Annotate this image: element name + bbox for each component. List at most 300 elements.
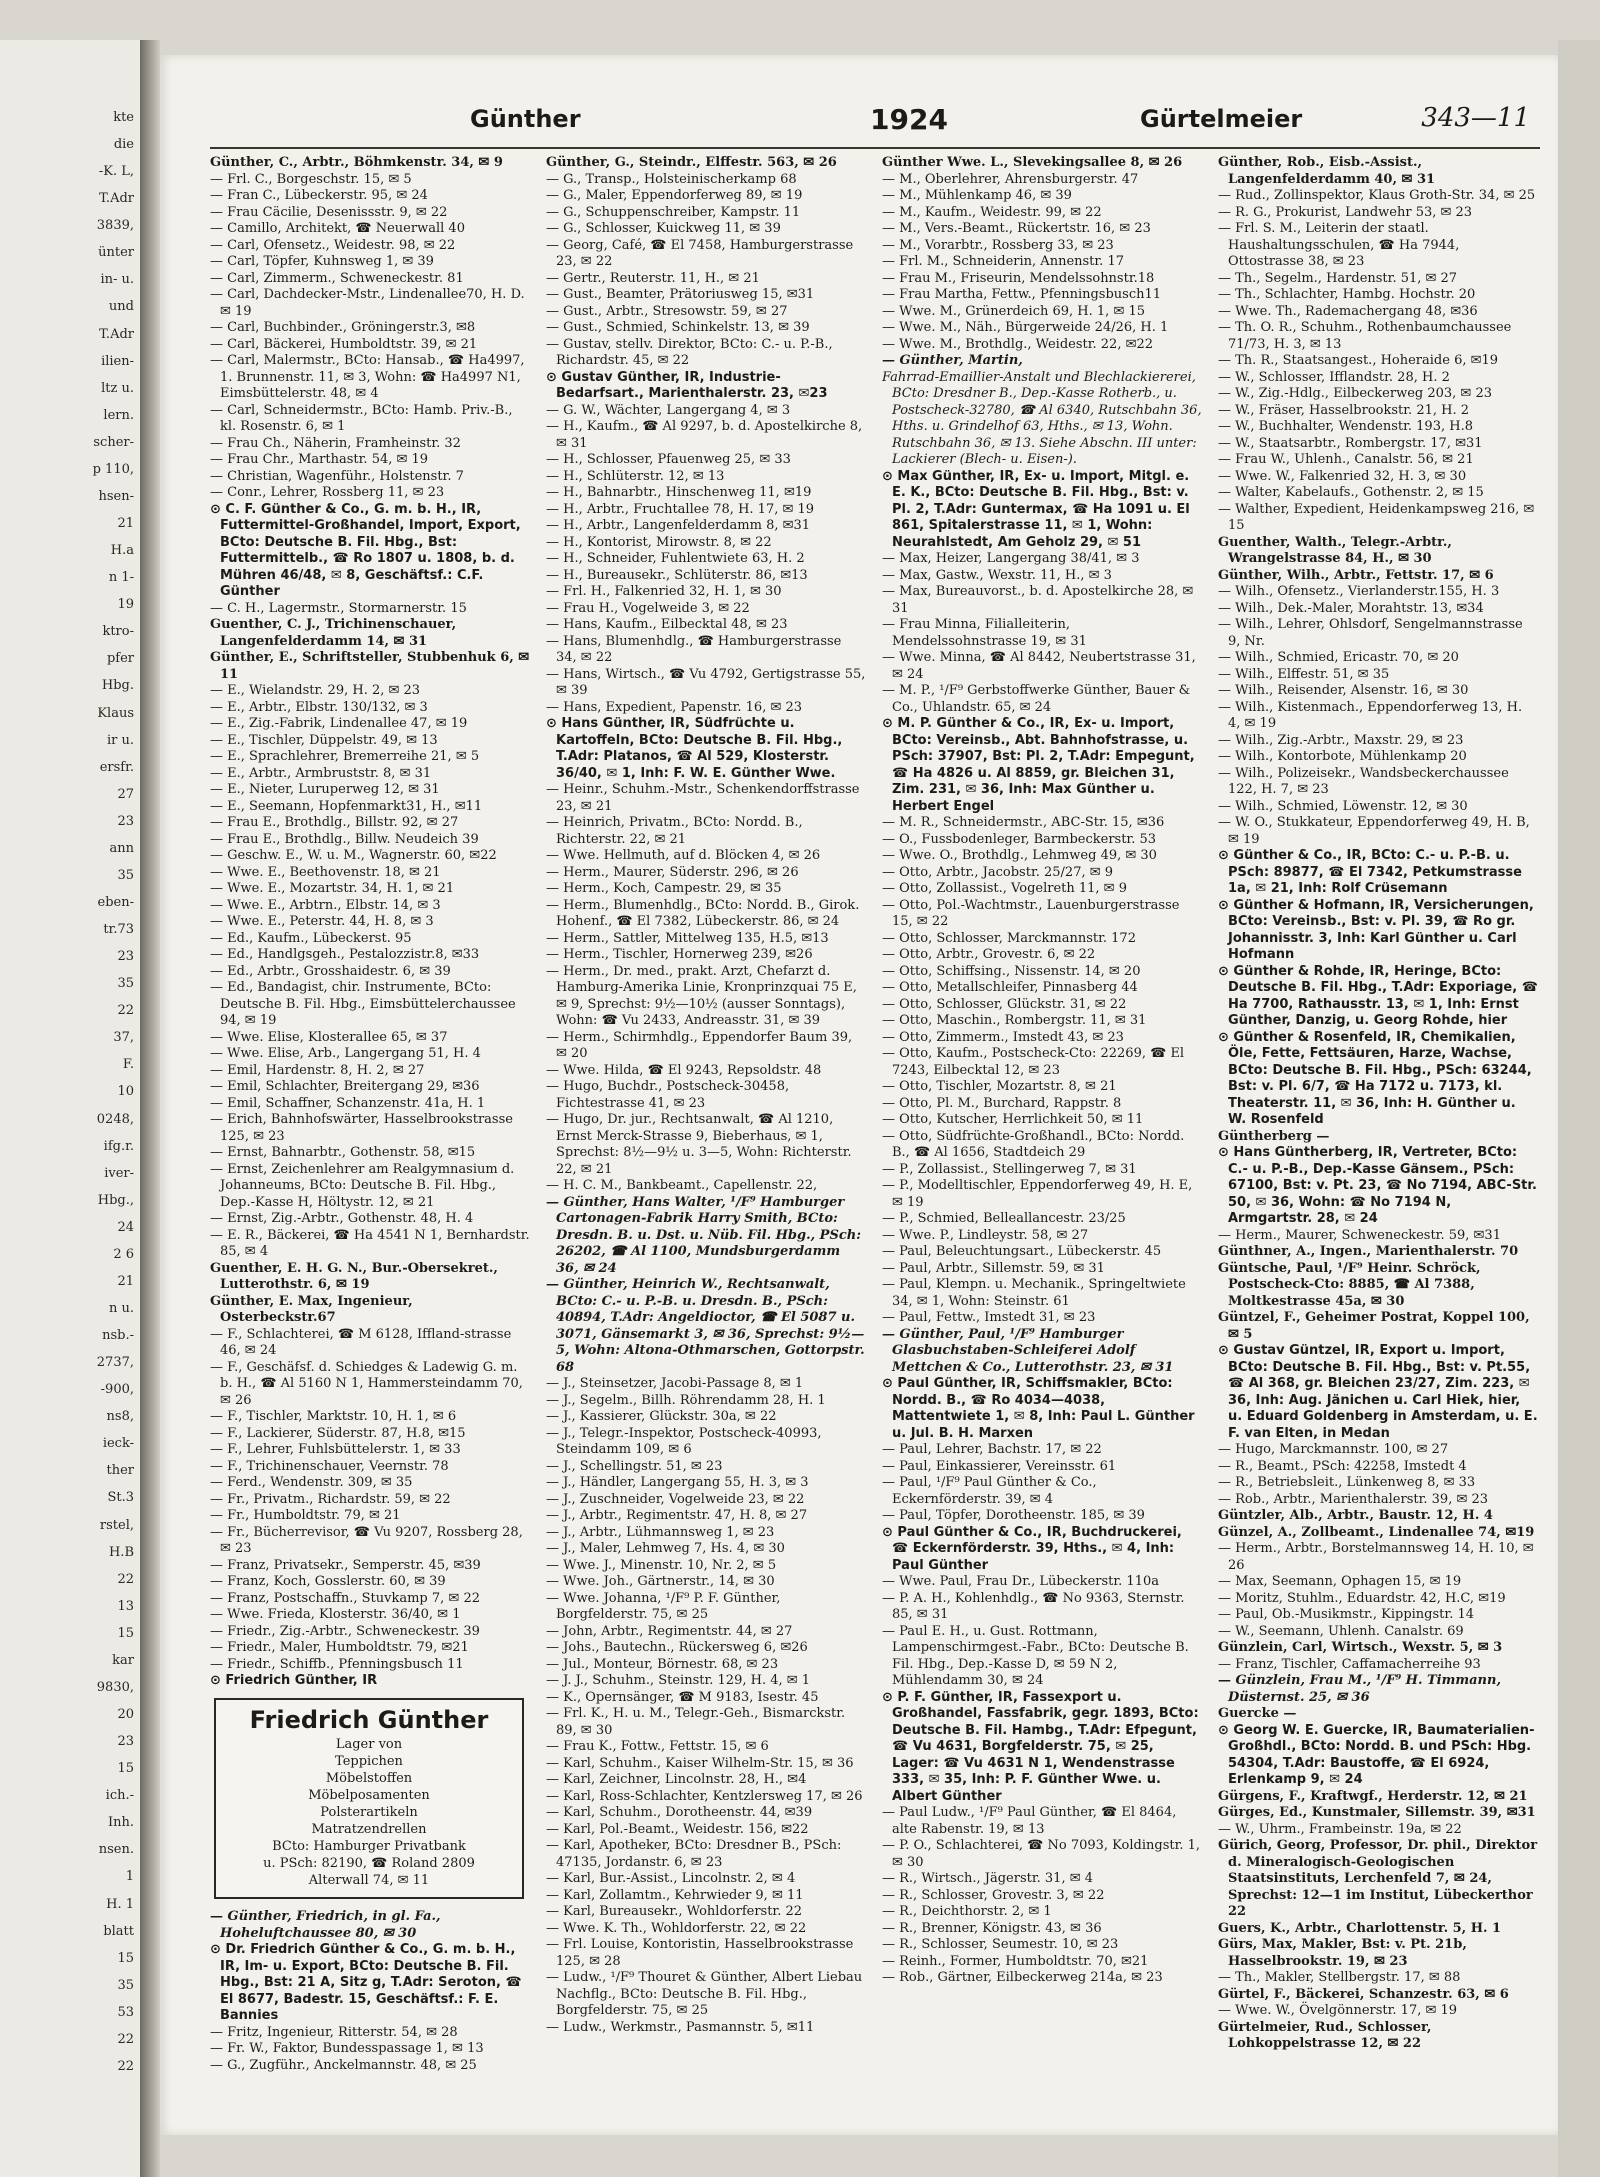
directory-entry: — Otto, Pl. M., Burchard, Rappstr. 8 [882,1095,1122,1111]
strip-fragment: 15 [117,1950,134,1966]
directory-entry: — Ludw., Werkmstr., Pasmannstr. 5, ✉11 [546,2019,815,2035]
directory-entry: — Wwe. E., Mozartstr. 34, H. 1, ✉ 21 [210,881,455,896]
strip-fragment: 23 [117,1734,134,1750]
directory-entry: — Gust., Schmied, Schinkelstr. 13, ✉ 39 [546,320,810,335]
directory-entry: — Karl, Ross-Schlachter, Kentzlersweg 17, ✉ 26 [546,1788,863,1804]
directory-entry: — Carl, Zimmerm., Schweneckestr. 81 [210,270,464,286]
directory-entry: Güntsche, Paul, ¹/F⁹ Heinr. Schröck, Postscheck-Cto: 8885, ☎ Al 7388, Moltkestrasse 45a, ✉ 30 [1218,1260,1481,1309]
directory-entry: — Herm., Maurer, Schweneckestr. 59, ✉31 [1218,1227,1501,1243]
firm-listing: ⊙ Hans Güntherberg, IR, Vertreter, BCto: C.- u. P.-B., Dep.-Kasse Gänsem., PSch: 67100, Bst: v. Pt. 23, ☎ No 7194, ABC-Str. 50, ✉ 36, Wohn: ☎ No 7194 N, Armgartstr. 28, ✉ 24 [1218,1145,1537,1226]
directory-entry: — Wwe. Elise, Klosterallee 65, ✉ 37 [210,1029,448,1045]
directory-entry: — Frau E., Brothdlg., Billw. Neudeich 39 [210,831,479,847]
right-margin [1558,40,1600,2177]
directory-entry: — Karl, Zollamtm., Kehrwieder 9, ✉ 11 [546,1887,804,1903]
firm-listing: ⊙ Günther & Rosenfeld, IR, Chemikalien, Öle, Fette, Fettsäuren, Harze, Wachse, BCto: Deutsche B. Fil. Hbg., PSch: 63244, Bst: v. Pl. 6/7, ☎ Ha 7172 u. 7173, kl. Theaterstr. 11, ✉ 36, Inh: H. Günther u. W. Rosenfeld [1218,1029,1532,1127]
directory-entry: — Th. O. R., Schuhm., Rothenbaumchaussee 71/73, H. 3, ✉ 13 [1218,320,1512,352]
directory-entry: — R., Beamt., PSch: 42258, Imstedt 4 [1218,1458,1467,1474]
strip-fragment: 20 [117,1707,134,1723]
ad-line: BCto: Hamburger Privatbank [272,1839,466,1854]
directory-entry: Günther, C., Arbtr., Böhmkenstr. 34, ✉ 9 [210,155,503,170]
ad-line: Polsterartikeln [320,1805,418,1820]
directory-entry: — W., Fräser, Hasselbrookstr. 21, H. 2 [1218,402,1469,418]
firm-listing: ⊙ Günther & Co., IR, BCto: C.- u. P.-B. u. PSch: 89877, ☎ El 7342, Petkumstrasse 1a, ✉ 21, Inh: Rolf Crüsemann [1218,848,1522,896]
directory-entry: Gürtelmeier, Rud., Schlosser, Lohkoppelstrasse 12, ✉ 22 [1218,2019,1432,2051]
directory-entry: — E., Wielandstr. 29, H. 2, ✉ 23 [210,683,421,698]
directory-entry: — F., Lehrer, Fuhlsbüttelerstr. 1, ✉ 33 [210,1442,461,1457]
directory-entry: — R. G., Prokurist, Landwehr 53, ✉ 23 [1218,204,1473,220]
column-1 [210,155,530,2115]
directory-entry: Günther, G., Steindr., Elffestr. 563, ✉ 26 [546,155,837,170]
directory-entry: — Wwe. E., Peterstr. 44, H. 8, ✉ 3 [210,914,434,929]
directory-entry: — P., Modelltischler, Eppendorferweg 49, H. E, ✉ 19 [882,1178,1193,1210]
strip-fragment: St.3 [107,1490,134,1506]
directory-entry: — Frau Cäcilie, Desenissstr. 9, ✉ 22 [210,204,448,220]
directory-entry: — Erich, Bahnhofswärter, Hasselbrookstrasse 125, ✉ 23 [210,1112,513,1144]
strip-fragment: 2737, [96,1355,134,1371]
directory-entry: — Karl, Schuhm., Dorotheenstr. 44, ✉39 [546,1805,813,1820]
directory-entry: — Günther, Friedrich, in gl. Fa., Hoheluftchaussee 80, ✉ 30 [210,1909,441,1941]
directory-entry: Fahrrad-Emaillier-Anstalt und Blechlackiererei, BCto: Dresdner B., Dep.-Kasse Rotherb., u. Postscheck-32780, ☎ Al 6340, Rutschbahn 36, Hths. u. Grindelhof 63, Hths., ✉ 13, Wohn. Rutschbahn 36, ✉ 13. Siehe Abschn. III unter: Lackierer (Blech- u. Eisen-). [882,369,1202,467]
strip-fragment: iver- [104,1165,134,1181]
directory-entry: — Herm., Dr. med., prakt. Arzt, Chefarzt d. Hamburg-Amerika Linie, Kronprinzquai 75 E, ✉ 9, Sprechst: 9½—10½ (ausser Sonntags), Wohn: ☎ Vu 2433, Andreasstr. 31, ✉ 39 [546,963,857,1028]
directory-entry: — E., Sprachlehrer, Bremerreihe 21, ✉ 5 [210,749,480,764]
firm-listing: ⊙ Dr. Friedrich Günther & Co., G. m. b. H., IR, Im- u. Export, BCto: Deutsche B. Fil. Hbg., Bst: 21 A, Sitz g, T.Adr: Seroton, ☎ El 8677, Badestr. 15, Geschäftsf.: F. E. Bannies [210,1942,522,2023]
previous-page-strip [0,40,141,2177]
strip-fragment: 23 [117,949,134,965]
directory-entry: — M. R., Schneidermstr., ABC-Str. 15, ✉36 [882,815,1165,830]
directory-entry: Guenther, E. H. G. N., Bur.-Obersekret., Lutterothstr. 6, ✉ 19 [210,1260,498,1292]
directory-entry: — Frau Chr., Marthastr. 54, ✉ 19 [210,452,429,467]
ad-line: Lager von [335,1737,403,1752]
strip-fragment: kte [113,110,134,125]
directory-entry: — C. H., Lagermstr., Stormarnerstr. 15 [210,600,467,616]
directory-entry: — H., Kaufm., ☎ Al 9297, b. d. Apostelkirche 8, ✉ 31 [546,419,863,451]
directory-entry: — Otto, Metallschleifer, Pinnasberg 44 [882,980,1138,995]
directory-entry: Güntzler, Alb., Arbtr., Baustr. 12, H. 4 [1218,1508,1493,1523]
directory-entry: — Th., Makler, Stellbergstr. 17, ✉ 88 [1218,1970,1461,1985]
directory-entry: — Rob., Arbtr., Marienthalerstr. 39, ✉ 23 [1218,1491,1489,1507]
directory-entry: — Günther, Martin, [882,353,1023,368]
directory-entry: — Otto, Schlosser, Marckmannstr. 172 [882,930,1136,946]
header-year: 1924 [870,103,948,136]
directory-entry: — J., Arbtr., Regimentstr. 47, H. 8, ✉ 27 [546,1508,808,1523]
strip-fragment: ersfr. [99,759,134,775]
firm-listing: ⊙ Friedrich Günther, IR [210,1673,378,1688]
strip-fragment: 15 [117,1761,134,1777]
advertisement-box [214,1698,524,1900]
directory-entry: — Wwe. E., Arbtrn., Elbstr. 14, ✉ 3 [210,897,441,913]
directory-entry: — E., Nieter, Luruperweg 12, ✉ 31 [210,782,440,797]
directory-entry: — Otto, Maschin., Rombergstr. 11, ✉ 31 [882,1013,1147,1028]
strip-fragment: 10 [117,1084,134,1100]
directory-entry: — J., Maler, Lehmweg 7, Hs. 4, ✉ 30 [546,1541,785,1556]
directory-entry: — Fr., Bücherrevisor, ☎ Vu 9207, Rossberg 28, ✉ 23 [210,1524,523,1556]
directory-entry: Guercke — [1218,1706,1297,1721]
directory-entry: — Ernst, Bahnarbtr., Gothenstr. 58, ✉15 [210,1145,476,1160]
directory-entry: — Fr., Humboldtstr. 79, ✉ 21 [210,1508,401,1523]
directory-entry: — M., Mühlenkamp 46, ✉ 39 [882,188,1072,203]
directory-entry: — Rob., Gärtner, Eilbeckerweg 214a, ✉ 23 [882,1970,1163,1985]
firm-listing: ⊙ C. F. Günther & Co., G. m. b. H., IR, Futtermittel-Großhandel, Import, Export, BCto: Deutsche B. Fil. Hbg., Bst: Futtermittelb., ☎ Ro 1807 u. 1808, b. d. Mühren 46/48, ✉ 8, Geschäftsf.: C.F. Günther [210,501,521,599]
directory-entry: — Emil, Schlachter, Breitergang 29, ✉36 [210,1079,480,1094]
directory-entry: — E., Arbtr., Elbstr. 130/132, ✉ 3 [210,699,428,715]
strip-fragment: nsb.- [102,1328,134,1344]
directory-entry: — H. C. M., Bankbeamt., Capellenstr. 22, [546,1178,818,1193]
directory-entry: — W., Uhrm., Frambeinstr. 19a, ✉ 22 [1218,1821,1462,1837]
strip-fragment: 27 [117,786,134,802]
directory-entry: — W., Schlosser, Ifflandstr. 28, H. 2 [1218,369,1450,385]
directory-entry: — Otto, Schiffsing., Nissenstr. 14, ✉ 20 [882,963,1141,979]
directory-page [160,55,1558,2135]
directory-entry: — F., Schlachterei, ☎ M 6128, Iffland-strasse 46, ✉ 24 [210,1326,512,1358]
directory-entry: — Gust., Arbtr., Stresowstr. 59, ✉ 27 [546,303,788,319]
directory-entry: — Hans, Wirtsch., ☎ Vu 4792, Gertigstrasse 55, ✉ 39 [546,666,866,698]
ad-line: Teppichen [335,1754,403,1769]
strip-fragment: pfer [106,651,134,667]
directory-entry: — E., Tischler, Düppelstr. 49, ✉ 13 [210,732,438,748]
directory-entry: — G., Schlosser, Kuickweg 11, ✉ 39 [546,221,781,236]
directory-entry: — G., Transp., Holsteinischerkamp 68 [546,171,797,187]
strip-fragment: und [108,299,134,315]
directory-entry: — F., Trichinenschauer, Veernstr. 78 [210,1458,449,1474]
strip-fragment: 3839, [96,218,134,234]
directory-entry: — Wwe. W., Övelgönnerstr. 17, ✉ 19 [1218,2003,1458,2018]
directory-entry: Gürs, Max, Makler, Bst: v. Pt. 21b, Hasselbrookstr. 19, ✉ 23 [1218,1937,1467,1969]
directory-entry: — Franz, Koch, Gosslerstr. 60, ✉ 39 [210,1574,446,1589]
directory-entry: — Frau H., Vogelweide 3, ✉ 22 [546,600,750,616]
directory-entry: — Wwe. Joh., Gärtnerstr., 14, ✉ 30 [546,1574,775,1589]
strip-fragment: ilien- [101,353,134,369]
directory-entry: — Max, Heizer, Langergang 38/41, ✉ 3 [882,551,1140,566]
strip-fragment: T.Adr [99,191,134,207]
directory-entry: Günzel, A., Zollbeamt., Lindenallee 74, ✉19 [1218,1524,1535,1540]
directory-entry: — P., Zollassist., Stellingerweg 7, ✉ 31 [882,1161,1137,1177]
directory-entry: — Carl, Ofensetz., Weidestr. 98, ✉ 22 [210,237,456,253]
strip-fragment: blatt [103,1923,134,1939]
directory-entry: — M., Oberlehrer, Ahrensburgerstr. 47 [882,171,1139,187]
firm-listing: ⊙ Günther & Hofmann, IR, Versicherungen, BCto: Vereinsb., Bst: v. Pl. 39, ☎ Ro gr. Johannisstr. 3, Inh: Karl Günther u. Carl Hofmann [1218,897,1534,962]
directory-entry: Guenther, Walth., Telegr.-Arbtr., Wrangelstrasse 84, H., ✉ 30 [1218,534,1452,566]
directory-entry: — Wwe. Elise, Arb., Langergang 51, H. 4 [210,1046,481,1061]
directory-entry: — Conr., Lehrer, Rossberg 11, ✉ 23 [210,485,445,500]
directory-entry: — J., Händler, Langergang 55, H. 3, ✉ 3 [546,1475,809,1490]
directory-entry: — Walter, Kabelaufs., Gothenstr. 2, ✉ 15 [1218,485,1484,500]
directory-entry: — Karl, Bur.-Assist., Lincolnstr. 2, ✉ 4 [546,1871,796,1886]
strip-fragment: ich.- [105,1788,134,1804]
directory-entry: — Heinrich, Privatm., BCto: Nordd. B., Richterstr. 22, ✉ 21 [546,815,803,847]
directory-entry: — Paul, Lehrer, Bachstr. 17, ✉ 22 [882,1442,1102,1457]
directory-entry: — Ed., Arbtr., Grosshaidestr. 6, ✉ 39 [210,963,451,979]
directory-entry: — Wwe. M., Brothdlg., Weidestr. 22, ✉22 [882,336,1154,352]
directory-entry: — Wwe. Hellmuth, auf d. Blöcken 4, ✉ 26 [546,848,821,863]
directory-entry: — Herm., Koch, Campestr. 29, ✉ 35 [546,881,782,896]
directory-entry: — Frl. H., Falkenried 32, H. 1, ✉ 30 [546,584,782,599]
strip-fragment: nsen. [98,1842,134,1858]
directory-entry: — Paul, Ob.-Musikmstr., Kippingstr. 14 [1218,1607,1474,1622]
directory-entry: — Paul, Beleuchtungsart., Lübeckerstr. 45 [882,1244,1162,1259]
directory-entry: — Frau K., Fottw., Fettstr. 15, ✉ 6 [546,1739,769,1754]
directory-entry: — Carl, Malermstr., BCto: Hansab., ☎ Ha4997, 1. Brunnenstr. 11, ✉ 3, Wohn: ☎ Ha4997 N1, Eimsbüttelerstr. 48, ✉ 4 [210,353,525,401]
page-number: 343—11 [1421,103,1530,133]
strip-fragment: ns8, [106,1409,134,1425]
directory-entry: — J., Telegr.-Inspektor, Postscheck-40993, Steindamm 109, ✉ 6 [546,1425,822,1457]
directory-entry: — Günther, Paul, ¹/F⁹ Hamburger Glasbuchstaben-Schleiferei Adolf Mettchen & Co., Lutterothstr. 23, ✉ 31 [882,1326,1174,1375]
strip-fragment: n 1- [108,570,134,586]
directory-entry: — Wwe. Paul, Frau Dr., Lübeckerstr. 110a [882,1574,1159,1589]
directory-entry: — Otto, Arbtr., Jacobstr. 25/27, ✉ 9 [882,864,1114,880]
directory-entry: Günther, E., Schriftsteller, Stubbenhuk 6, ✉ 11 [210,650,530,682]
directory-entry: — Fr. W., Faktor, Bundesspassage 1, ✉ 13 [210,2041,484,2056]
directory-entry: — W. O., Stukkateur, Eppendorferweg 49, H. B, ✉ 19 [1218,815,1530,847]
strip-fragment: 24 [117,1219,134,1235]
strip-fragment: Inh. [107,1815,134,1831]
strip-fragment: ieck- [102,1436,134,1452]
directory-entry: — Paul, Einkassierer, Vereinsstr. 61 [882,1458,1117,1474]
directory-entry: — Frl. S. M., Leiterin der staatl. Haushaltungsschulen, ☎ Ha 7944, Ottostrasse 38, ✉ 23 [1218,221,1460,269]
directory-entry: — Ed., Bandagist, chir. Instrumente, BCto: Deutsche B. Fil. Hbg., Eimsbüttelerchaussee 94, ✉ 19 [210,980,516,1028]
directory-entry: — K., Opernsänger, ☎ M 9183, Isestr. 45 [546,1689,819,1705]
directory-entry: — Fr., Privatm., Richardstr. 59, ✉ 22 [210,1491,451,1507]
directory-entry: — Otto, Schlosser, Glückstr. 31, ✉ 22 [882,996,1127,1012]
directory-entry: — O., Fussbodenleger, Barmbeckerstr. 53 [882,831,1157,847]
directory-entry: — Günther, Heinrich W., Rechtsanwalt, BCto: C.- u. P.-B. u. Dresdn. B., PSch: 40894, T.Adr: Angeldioctor, ☎ El 5087 u. 3071, Gänsemarkt 3, ✉ 36, Sprechst: 9½—5, Wohn: Altona-Othmarschen, Gottorpstr. 68 [546,1277,865,1375]
directory-entry: — E., Seemann, Hopfenmarkt31, H., ✉11 [210,798,483,814]
directory-entry: — Ed., Handlgsgeh., Pestalozzistr.8, ✉33 [210,947,480,962]
strip-fragment: T.Adr [99,326,134,342]
directory-entry: — H., Schlosser, Pfauenweg 25, ✉ 33 [546,452,791,467]
firm-listing: ⊙ Paul Günther & Co., IR, Buchdruckerei, ☎ Eckernförderstr. 39, Hths., ✉ 4, Inh: Paul Günther [882,1524,1182,1573]
directory-entry: — Wilh., Ofensetz., Vierlanderstr.155, H. 3 [1218,584,1500,599]
directory-entry: — Reinh., Former, Humboldtstr. 70, ✉21 [882,1953,1149,1969]
directory-entry: — J. J., Schuhm., Steinstr. 129, H. 4, ✉ 1 [546,1673,811,1688]
directory-entry: — J., Segelm., Billh. Röhrendamm 28, H. 1 [546,1392,826,1408]
directory-entry: — Wwe. J., Minenstr. 10, Nr. 2, ✉ 5 [546,1557,777,1573]
directory-entry: — R., Deichthorstr. 2, ✉ 1 [882,1904,1052,1919]
directory-entry: — Wwe. Hilda, ☎ El 9243, Repsoldstr. 48 [546,1062,822,1078]
directory-entry: — Friedr., Zig.-Arbtr., Schweneckestr. 39 [210,1623,480,1639]
strip-fragment: 35 [117,1977,134,1993]
directory-entry: — Gustav, stellv. Direktor, BCto: C.- u. P.-B., Richardstr. 45, ✉ 22 [546,336,833,368]
directory-entry: — Th., Schlachter, Hambg. Hochstr. 20 [1218,287,1476,302]
directory-entry: — Herm., Tischler, Hornerweg 239, ✉26 [546,947,813,962]
directory-entry: Güntherberg — [1218,1128,1330,1144]
directory-entry: — P. A. H., Kohlenhdlg., ☎ No 9363, Sternstr. 85, ✉ 31 [882,1590,1185,1622]
directory-entry: — G. W., Wächter, Langergang 4, ✉ 3 [546,402,791,418]
directory-entry: — Wilh., Schmied, Ericastr. 70, ✉ 20 [1218,650,1459,665]
directory-entry: — Wilh., Kistenmach., Eppendorferweg 13, H. 4, ✉ 19 [1218,699,1523,731]
directory-entry: — Camillo, Architekt, ☎ Neuerwall 40 [210,221,465,236]
directory-entry: — Franz, Postschaffn., Stuvkamp 7, ✉ 22 [210,1590,480,1606]
strip-fragment: ifg.r. [103,1138,134,1154]
ad-line: Alterwall 74, ✉ 11 [308,1873,430,1888]
directory-entry: — J., Zuschneider, Vogelweide 23, ✉ 22 [546,1491,805,1507]
directory-entry: — W., Zig.-Hdlg., Eilbeckerweg 203, ✉ 23 [1218,386,1492,401]
strip-fragment: ann [109,840,134,856]
directory-entry: — F., Geschäfsf. d. Schiedges & Ladewig G. m. b. H., ☎ Al 5160 N 1, Hammersteindamm 70, ✉ 26 [210,1359,523,1408]
directory-entry: — Max, Gastw., Wexstr. 11, H., ✉ 3 [882,567,1112,583]
directory-entry: — W., Staatsarbtr., Rombergstr. 17, ✉31 [1218,435,1483,451]
directory-entry: — Christian, Wagenführ., Holstenstr. 7 [210,468,464,484]
strip-fragment: 2 6 [113,1246,134,1262]
strip-fragment: 37, [113,1030,134,1046]
directory-entry: — Wwe. Th., Rademachergang 48, ✉36 [1218,303,1478,319]
directory-entry: — H., Arbtr., Fruchtallee 78, H. 17, ✉ 19 [546,501,815,517]
column-2 [546,155,866,2115]
directory-entry: — Hans, Expedient, Papenstr. 16, ✉ 23 [546,699,803,715]
directory-entry: Günthner, A., Ingen., Marienthalerstr. 70 [1218,1244,1519,1259]
page-header [210,95,1540,145]
directory-entry: — Fritz, Ingenieur, Ritterstr. 54, ✉ 28 [210,2024,458,2040]
directory-entry: — R., Schlosser, Grovestr. 3, ✉ 22 [882,1887,1105,1903]
strip-fragment: 21 [117,516,134,532]
directory-entry: — Frau Martha, Fettw., Pfenningsbusch11 [882,287,1162,302]
directory-entry: Günther Wwe. L., Slevekingsallee 8, ✉ 26 [882,155,1183,170]
strip-fragment: -K. L, [98,164,134,180]
strip-fragment: -900, [100,1382,134,1398]
directory-entry: — Wilh., Polizeisekr., Wandsbeckerchaussee 122, H. 7, ✉ 23 [1218,765,1509,797]
directory-entry: — Carl, Buchbinder., Gröningerstr.3, ✉8 [210,320,476,335]
directory-entry: — Gertr., Reuterstr. 11, H., ✉ 21 [546,270,760,286]
strip-fragment: 13 [117,1598,134,1614]
directory-entry: — R., Betriebsleit., Lünkenweg 8, ✉ 33 [1218,1475,1476,1490]
strip-fragment: 22 [117,1003,134,1019]
directory-entry: — Paul, Arbtr., Sillemstr. 59, ✉ 31 [882,1260,1105,1276]
strip-fragment: 22 [117,1571,134,1587]
strip-fragment: kar [112,1652,134,1668]
directory-entry: — Wilh., Zig.-Arbtr., Maxstr. 29, ✉ 23 [1218,732,1464,748]
firm-listing: ⊙ Georg W. E. Guercke, IR, Baumaterialien-Großhdl., BCto: Nordd. B. und PSch: Hbg. 54304, T.Adr: Baustoffe, ☎ El 6924, Erlenkamp 9, ✉ 24 [1218,1722,1535,1787]
directory-entry: — H., Bureausekr., Schlüterstr. 86, ✉13 [546,567,808,583]
directory-entry: — Wwe. W., Falkenried 32, H. 3, ✉ 30 [1218,468,1467,484]
directory-entry: — Frl. Louise, Kontoristin, Hasselbrookstrasse 125, ✉ 28 [546,1937,854,1969]
strip-fragment: ünter [98,245,134,261]
ad-line: u. PSch: 82190, ☎ Roland 2809 [263,1856,475,1871]
book-gutter [140,40,160,2177]
directory-entry: — Fran C., Lübeckerstr. 95, ✉ 24 [210,188,428,203]
directory-entry: — E. R., Bäckerei, ☎ Ha 4541 N 1, Bernhardstr. 85, ✉ 4 [210,1227,530,1259]
strip-fragment: ir u. [106,732,134,748]
strip-fragment: n u. [108,1301,134,1316]
directory-entry: — Herm., Sattler, Mittelweg 135, H.5, ✉13 [546,930,829,946]
directory-entry: — F., Tischler, Marktstr. 10, H. 1, ✉ 6 [210,1409,457,1424]
directory-entry: — Rud., Zollinspektor, Klaus Groth-Str. 34, ✉ 25 [1218,188,1536,203]
directory-entry: — Paul Ludw., ¹/F⁹ Paul Günther, ☎ El 8464, alte Rabenstr. 19, ✉ 13 [882,1805,1177,1837]
directory-entry: — Gust., Beamter, Prätoriusweg 15, ✉31 [546,287,815,302]
directory-entry: — Frau Minna, Filialleiterin, Mendelssohnstrasse 19, ✉ 31 [882,617,1087,649]
directory-entry: — Max, Bureauvorst., b. d. Apostelkirche 28, ✉ 31 [882,584,1194,616]
strip-fragment: in- u. [100,272,134,288]
directory-entry: — Otto, Pol.-Wachtmstr., Lauenburgerstrasse 15, ✉ 22 [882,897,1180,929]
directory-entry: — W., Buchhalter, Wendenstr. 193, H.8 [1218,419,1473,434]
directory-entry: — Paul, ¹/F⁹ Paul Günther & Co., Eckernförderstr. 39, ✉ 4 [882,1475,1097,1507]
strip-fragment: F. [122,1057,134,1073]
directory-entry: — Ernst, Zeichenlehrer am Realgymnasium d. Johanneums, BCto: Deutsche B. Fil. Hbg., Dep.-Kasse H, Höltystr. 12, ✉ 21 [210,1161,515,1210]
directory-entry: — Paul, Töpfer, Dorotheenstr. 185, ✉ 39 [882,1508,1145,1523]
directory-entry: — Ernst, Zig.-Arbtr., Gothenstr. 48, H. 4 [210,1211,474,1226]
directory-entry: Günzlein, Carl, Wirtsch., Wexstr. 5, ✉ 3 [1218,1640,1503,1655]
directory-entry: — Hugo, Dr. jur., Rechtsanwalt, ☎ Al 1210, Ernst Merck-Strasse 9, Bieberhaus, ✉ 1, Sprechst: 8½—9½ u. 3—5, Wohn: Richterstr. 22, ✉ 21 [546,1112,852,1177]
directory-entry: — Karl, Pol.-Beamt., Weidestr. 156, ✉22 [546,1821,809,1837]
strip-fragment: 22 [117,2031,134,2047]
directory-entry: — Heinr., Schuhm.-Mstr., Schenkendorffstrasse 23, ✉ 21 [546,782,860,814]
directory-entry: — Friedr., Maler, Humboldtstr. 79, ✉21 [210,1640,469,1655]
directory-entry: Günther, Wilh., Arbtr., Fettstr. 17, ✉ 6 [1218,567,1494,583]
directory-entry: — M., Vorarbtr., Rossberg 33, ✉ 23 [882,237,1114,253]
directory-entry: Gürich, Georg, Professor, Dr. phil., Direktor d. Mineralogisch-Geologischen Staatsinstituts, Lerchenfeld 7, ✉ 24, Sprechst: 12—1 im Institut, Lübeckerthor 22 [1218,1838,1538,1919]
strip-fragment: die [113,137,134,153]
strip-fragment: ltz u. [101,380,134,396]
directory-entry: — E., Arbtr., Armbruststr. 8, ✉ 31 [210,765,432,781]
directory-columns [210,155,1540,2115]
strip-fragment: 9830, [96,1679,134,1695]
strip-fragment: 1 [125,1869,134,1885]
directory-entry: — Georg, Café, ☎ El 7458, Hamburgerstrasse 23, ✉ 22 [546,237,854,269]
directory-entry: — R., Schlosser, Seumestr. 10, ✉ 23 [882,1937,1119,1952]
directory-entry: — J., Steinsetzer, Jacobi-Passage 8, ✉ 1 [546,1376,804,1391]
directory-entry: — Karl, Bureausekr., Wohldorferstr. 22 [546,1904,803,1919]
directory-entry: — Walther, Expedient, Heidenkampsweg 216, ✉ 15 [1218,501,1535,533]
directory-entry: Günther, E. Max, Ingenieur, Osterbeckstr.67 [210,1293,413,1325]
directory-entry: — Herm., Blumenhdlg., BCto: Nordd. B., Girok. Hohenf., ☎ El 7382, Lübeckerstr. 86, ✉ 24 [546,897,860,929]
directory-entry: — R., Wirtsch., Jägerstr. 31, ✉ 4 [882,1871,1094,1886]
directory-entry: Guers, K., Arbtr., Charlottenstr. 5, H. 1 [1218,1920,1502,1936]
directory-entry: Güntzel, F., Geheimer Postrat, Koppel 100, ✉ 5 [1218,1310,1530,1342]
directory-entry: — Günzlein, Frau M., ¹/F⁹ H. Timmann, Düsternst. 25, ✉ 36 [1218,1673,1501,1705]
header-rule [210,147,1540,149]
directory-entry: — Jul., Monteur, Börnestr. 68, ✉ 23 [546,1656,779,1672]
directory-entry: — Herm., Schirmhdlg., Eppendorfer Baum 39, ✉ 20 [546,1029,853,1061]
directory-entry: — W., Seemann, Uhlenh. Canalstr. 69 [1218,1623,1464,1639]
firm-listing: ⊙ Günther & Rohde, IR, Heringe, BCto: Deutsche B. Fil. Hbg., T.Adr: Exporiage, ☎ Ha 7700, Rathausstr. 13, ✉ 1, Inh: Ernst Günther, Danzig, u. Georg Rohde, hier [1218,963,1538,1028]
strip-fragment: p 110, [92,461,134,477]
directory-entry: — H., Kontorist, Mirowstr. 8, ✉ 22 [546,534,772,550]
directory-entry: — G., Schuppenschreiber, Kampstr. 11 [546,204,801,220]
strip-fragment: 21 [117,1273,134,1289]
directory-entry: — Emil, Schaffner, Schanzenstr. 41a, H. 1 [210,1095,486,1111]
strip-fragment: 0248, [96,1111,134,1127]
directory-entry: — Wilh., Lehrer, Ohlsdorf, Sengelmannstrasse 9, Nr. [1218,617,1523,649]
strip-fragment: rstel, [99,1517,134,1533]
directory-entry: — Moritz, Stuhlm., Eduardstr. 42, H.C, ✉19 [1218,1590,1506,1606]
directory-entry: Gürges, Ed., Kunstmaler, Sillemstr. 39, ✉31 [1218,1805,1536,1820]
directory-entry: — H., Schneider, Fuhlentwiete 63, H. 2 [546,551,805,566]
ad-title: Friedrich Günther [249,1705,489,1734]
directory-entry: — Frau E., Brothdlg., Billstr. 92, ✉ 27 [210,815,459,830]
directory-entry: — Frau Ch., Näherin, Framheinstr. 32 [210,435,461,451]
strip-fragment: eben- [97,894,134,910]
directory-entry: — Th. R., Staatsangest., Hoheraide 6, ✉19 [1218,353,1499,368]
directory-entry: — F., Lackierer, Süderstr. 87, H.8, ✉15 [210,1425,466,1441]
directory-entry: — Günther, Hans Walter, ¹/F⁹ Hamburger Cartonagen-Fabrik Harry Smith, BCto: Dresdn. B. u. Dst. u. Nüb. Fil. Hbg., PSch: 26202, ☎ Al 1100, Mundsburgerdamm 36, ✉ 24 [546,1194,862,1276]
directory-entry: — Geschw. E., W. u. M., Wagnerstr. 60, ✉22 [210,848,497,863]
directory-entry: — Hans, Blumenhdlg., ☎ Hamburgerstrasse 34, ✉ 22 [546,633,842,665]
strip-fragment: Klaus [97,705,134,721]
directory-entry: — Wilh., Schmied, Löwenstr. 12, ✉ 30 [1218,798,1468,814]
directory-entry: — Wilh., Elffestr. 51, ✉ 35 [1218,666,1390,682]
directory-entry: — Otto, Arbtr., Grovestr. 6, ✉ 22 [882,947,1096,962]
directory-entry: Günther, Rob., Eisb.-Assist., Langenfelderdamm 40, ✉ 31 [1218,155,1436,187]
directory-entry: — Frau W., Uhlenh., Canalstr. 56, ✉ 21 [1218,452,1474,467]
directory-entry: — Wwe. Minna, ☎ Al 8442, Neubertstrasse 31, ✉ 24 [882,650,1196,682]
strip-fragment: H.B [108,1544,134,1560]
strip-fragment: hsen- [98,488,134,504]
header-first-name: Günther [470,105,581,133]
strip-fragment: 23 [117,813,134,829]
firm-listing: ⊙ Max Günther, IR, Ex- u. Import, Mitgl. e. E. K., BCto: Deutsche B. Fil. Hbg., Bst: v. Pl. 2, T.Adr: Guntermax, ☎ Ha 1091 u. El 861, Spitalerstrasse 11, ✉ 1, Wohn: Neurahlstedt, Am Geholz 29, ✉ 51 [882,468,1190,550]
directory-entry: — Max, Seemann, Ophagen 15, ✉ 19 [1218,1574,1462,1589]
directory-entry: — Paul E. H., u. Gust. Rottmann, Lampenschirmgest.-Fabr., BCto: Deutsche B. Fil. Hbg., Dep.-Kasse D, ✉ 59 N 2, Mühlendamm 30, ✉ 24 [882,1623,1189,1688]
directory-entry: — Ferd., Wendenstr. 309, ✉ 35 [210,1475,413,1490]
